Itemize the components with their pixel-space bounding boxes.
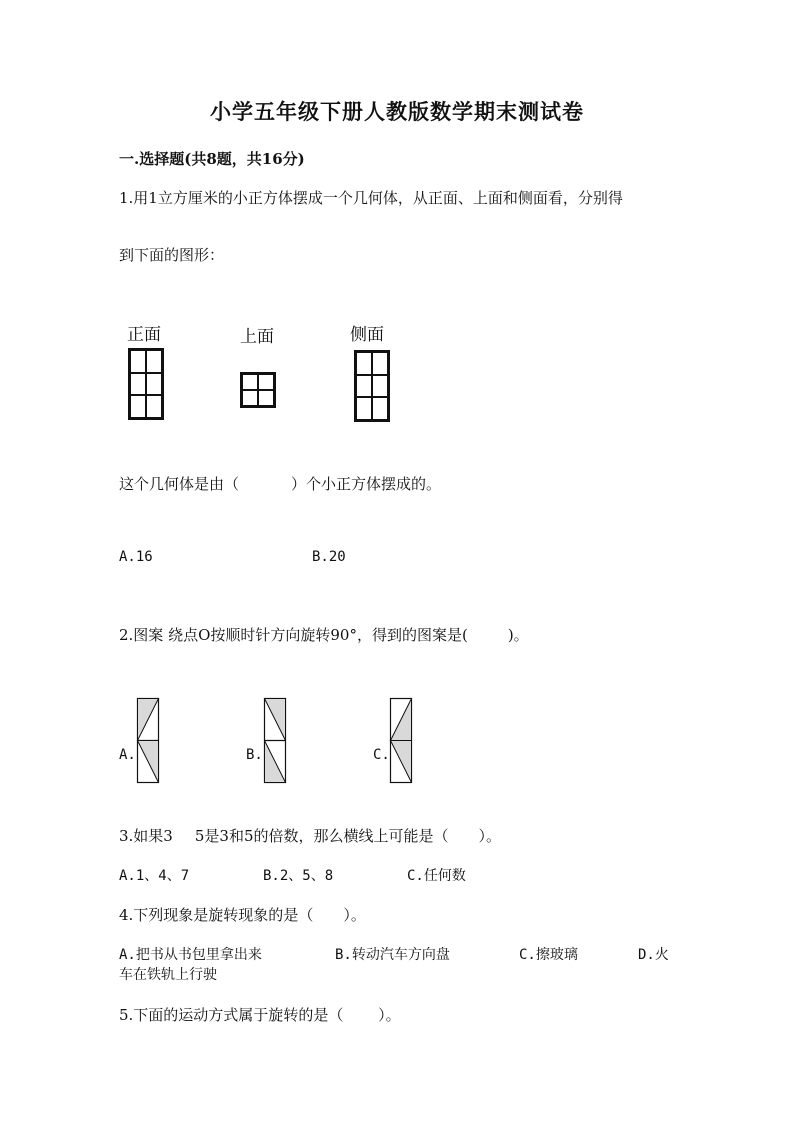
side-view-grid [354, 350, 390, 422]
q4-option-d-wrap: 车在铁轨上行驶 [119, 967, 217, 983]
view-label-top: 上面 [240, 327, 274, 347]
q1-line2: 到下面的图形： [119, 246, 225, 264]
q4-option-d: D.火 [638, 947, 669, 963]
q2-option-c-figure [390, 698, 412, 783]
section-heading: 一.选择题(共8题，共16分) [119, 150, 305, 168]
view-label-front: 正面 [127, 325, 161, 345]
q4-stem: 4.下列现象是旋转现象的是（ ）。 [119, 906, 366, 924]
q2-option-a-label: A. [119, 747, 136, 763]
q3-stem: 3.如果3 5是3和5的倍数，那么横线上可能是（ ）。 [119, 827, 502, 845]
q5-stem: 5.下面的运动方式属于旋转的是（ ）。 [119, 1006, 401, 1024]
q2-stem: 2.图案 绕点O按顺时针方向旋转90°，得到的图案是( )。 [119, 626, 529, 644]
q1-line1: 1.用1立方厘米的小正方体摆成一个几何体，从正面、上面和侧面看，分别得 [119, 189, 623, 207]
q3-option-c: C.任何数 [407, 868, 466, 884]
q4-option-b: B.转动汽车方向盘 [335, 947, 450, 963]
q4-option-c: C.擦玻璃 [519, 947, 578, 963]
q1-option-b: B.20 [312, 549, 346, 565]
q1-option-a: A.16 [119, 549, 153, 565]
q4-option-a: A.把书从书包里拿出来 [119, 947, 262, 963]
view-label-side: 侧面 [350, 325, 384, 345]
q2-option-b-figure [264, 698, 286, 783]
top-view-grid [240, 372, 276, 408]
q2-option-a-figure [137, 698, 159, 783]
q3-option-b: B.2、5、8 [263, 868, 334, 884]
q3-option-a: A.1、4、7 [119, 868, 190, 884]
q2-option-b-label: B. [246, 747, 263, 763]
q2-option-c-label: C. [373, 747, 390, 763]
front-view-grid [128, 348, 164, 420]
page-title: 小学五年级下册人教版数学期末测试卷 [210, 99, 584, 124]
q1-stem: 这个几何体是由（ ）个小正方体摆成的。 [119, 475, 442, 493]
